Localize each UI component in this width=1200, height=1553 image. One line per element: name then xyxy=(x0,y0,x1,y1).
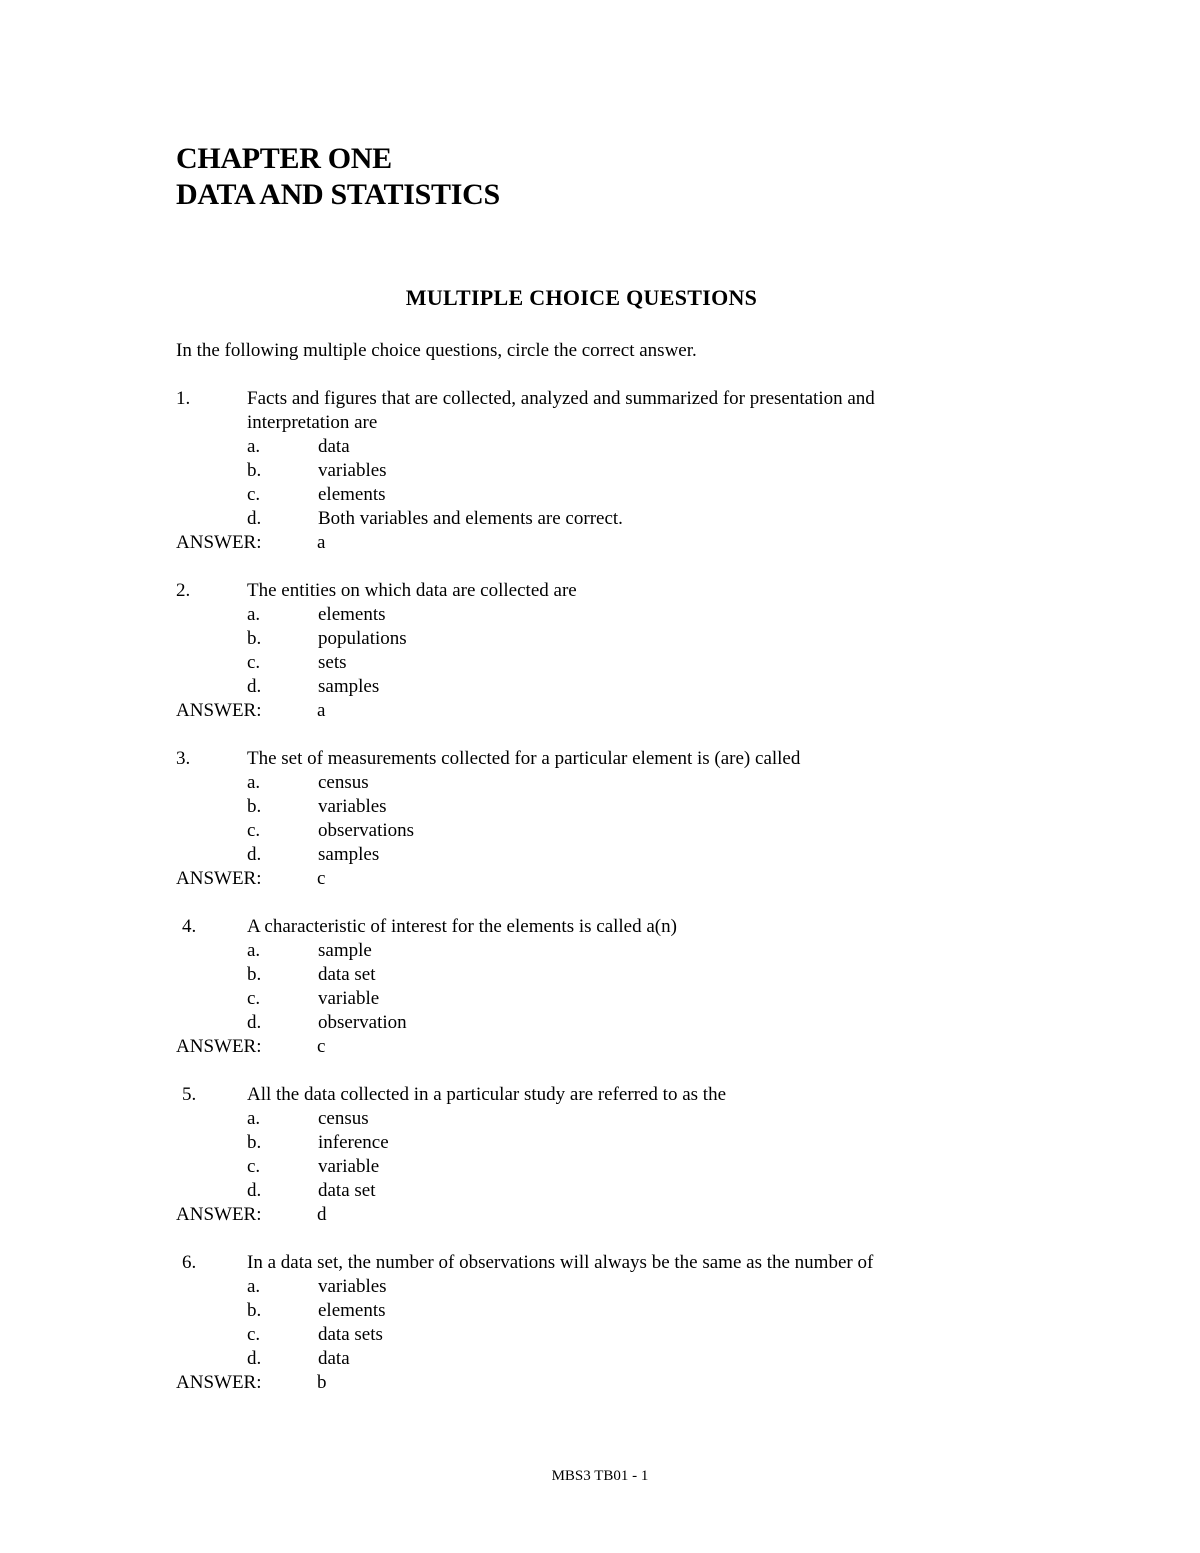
option-c xyxy=(176,1155,976,1179)
option-text: samples xyxy=(318,844,380,865)
answer-label: ANSWER: xyxy=(176,1036,262,1057)
option-text: elements xyxy=(318,484,386,505)
option-a xyxy=(176,1107,976,1131)
option-letter: b. xyxy=(247,964,262,985)
question-number: 1. xyxy=(176,388,191,409)
option-letter: a. xyxy=(247,604,261,625)
option-letter: b. xyxy=(247,1300,262,1321)
option-letter: d. xyxy=(247,508,262,529)
option-letter: b. xyxy=(247,796,262,817)
option-text: variables xyxy=(318,460,387,481)
option-text: data set xyxy=(318,1180,376,1201)
answer-label: ANSWER: xyxy=(176,1372,262,1393)
chapter-name: DATA AND STATISTICS xyxy=(176,178,500,211)
answer-value: b xyxy=(317,1372,327,1393)
answer-label: ANSWER: xyxy=(176,700,262,721)
option-c xyxy=(176,987,976,1011)
option-letter: a. xyxy=(247,772,261,793)
question-1 xyxy=(176,387,976,555)
question-number: 2. xyxy=(176,580,191,601)
question-text: The set of measurements collected for a particular element is (are) called xyxy=(247,748,801,769)
option-text: data xyxy=(318,1348,350,1369)
option-text: observations xyxy=(318,820,415,841)
option-text: populations xyxy=(318,628,407,649)
option-text: Both variables and elements are correct. xyxy=(318,508,623,529)
question-text: A characteristic of interest for the elements is called a(n) xyxy=(247,916,677,937)
option-text: variables xyxy=(318,796,387,817)
option-text: elements xyxy=(318,604,386,625)
option-d xyxy=(176,507,976,531)
option-text: data set xyxy=(318,964,376,985)
question-text: The entities on which data are collected are xyxy=(247,580,577,601)
option-a xyxy=(176,939,976,963)
option-text: sets xyxy=(318,652,347,673)
option-letter: b. xyxy=(247,1132,262,1153)
question-text: Facts and figures that are collected, analyzed and summarized for presentation and interpretation are xyxy=(247,388,875,433)
chapter-number: CHAPTER ONE xyxy=(176,142,392,175)
option-letter: d. xyxy=(247,676,262,697)
option-d xyxy=(176,1179,976,1203)
answer-line xyxy=(176,1371,976,1395)
option-letter: d. xyxy=(247,844,262,865)
answer-line xyxy=(176,867,976,891)
option-letter: b. xyxy=(247,628,262,649)
option-letter: c. xyxy=(247,1156,261,1177)
option-letter: c. xyxy=(247,820,261,841)
option-letter: c. xyxy=(247,484,261,505)
option-b xyxy=(176,963,976,987)
answer-value: a xyxy=(317,532,326,553)
option-letter: d. xyxy=(247,1180,262,1201)
option-text: observation xyxy=(318,1012,407,1033)
option-letter: c. xyxy=(247,652,261,673)
option-text: samples xyxy=(318,676,380,697)
answer-line xyxy=(176,1203,976,1227)
option-d xyxy=(176,1347,976,1371)
option-text: inference xyxy=(318,1132,389,1153)
option-letter: d. xyxy=(247,1012,262,1033)
option-letter: a. xyxy=(247,1276,261,1297)
option-letter: a. xyxy=(247,1108,261,1129)
question-text: In a data set, the number of observations will always be the same as the number of xyxy=(247,1252,874,1273)
option-d xyxy=(176,675,976,699)
answer-label: ANSWER: xyxy=(176,1204,262,1225)
option-d xyxy=(176,1011,976,1035)
option-b xyxy=(176,1299,976,1323)
option-text: census xyxy=(318,1108,369,1129)
option-letter: d. xyxy=(247,1348,262,1369)
answer-label: ANSWER: xyxy=(176,868,262,889)
option-text: data sets xyxy=(318,1324,383,1345)
option-a xyxy=(176,1275,976,1299)
question-5 xyxy=(176,1083,976,1227)
section-title: MULTIPLE CHOICE QUESTIONS xyxy=(405,285,758,310)
option-a xyxy=(176,771,976,795)
option-text: data xyxy=(318,436,350,457)
answer-value: d xyxy=(317,1204,327,1225)
option-a xyxy=(176,603,976,627)
answer-line xyxy=(176,531,976,555)
option-b xyxy=(176,459,976,483)
answer-value: c xyxy=(317,1036,326,1057)
page-footer: MBS3 TB01 - 1 xyxy=(551,1468,649,1484)
instructions: In the following multiple choice questions, circle the correct answer. xyxy=(176,340,697,361)
option-letter: c. xyxy=(247,988,261,1009)
option-c xyxy=(176,651,976,675)
option-text: variable xyxy=(318,1156,380,1177)
option-text: elements xyxy=(318,1300,386,1321)
option-b xyxy=(176,795,976,819)
option-d xyxy=(176,843,976,867)
option-letter: a. xyxy=(247,940,261,961)
question-number: 3. xyxy=(176,748,191,769)
chapter-heading xyxy=(176,141,500,213)
option-letter: a. xyxy=(247,436,261,457)
answer-line xyxy=(176,1035,976,1059)
question-number: 5. xyxy=(182,1084,197,1105)
question-6 xyxy=(176,1251,976,1395)
question-number: 4. xyxy=(182,916,197,937)
option-text: sample xyxy=(318,940,372,961)
option-text: variables xyxy=(318,1276,387,1297)
answer-value: c xyxy=(317,868,326,889)
option-text: census xyxy=(318,772,369,793)
option-b xyxy=(176,1131,976,1155)
option-c xyxy=(176,1323,976,1347)
question-3 xyxy=(176,747,976,891)
option-b xyxy=(176,627,976,651)
answer-label: ANSWER: xyxy=(176,532,262,553)
answer-line xyxy=(176,699,976,723)
option-c xyxy=(176,819,976,843)
answer-value: a xyxy=(317,700,326,721)
option-c xyxy=(176,483,976,507)
question-number: 6. xyxy=(182,1252,197,1273)
question-text: All the data collected in a particular study are referred to as the xyxy=(247,1084,726,1105)
question-2 xyxy=(176,579,976,723)
option-letter: c. xyxy=(247,1324,261,1345)
question-list xyxy=(176,387,976,1419)
question-4 xyxy=(176,915,976,1059)
option-a xyxy=(176,435,976,459)
option-text: variable xyxy=(318,988,380,1009)
option-letter: b. xyxy=(247,460,262,481)
